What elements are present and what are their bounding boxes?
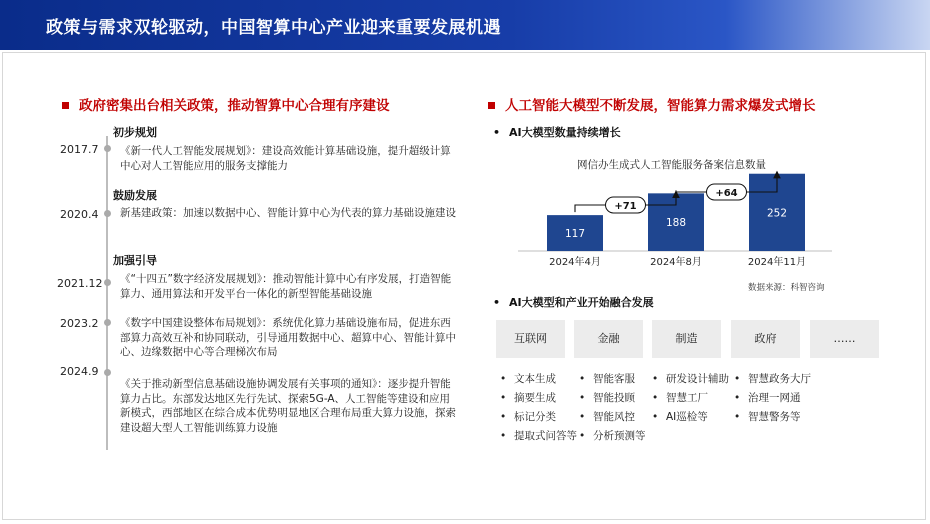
chart-title: 网信办生成式人工智能服务备案信息数量 <box>577 159 766 171</box>
category-label: 2024年11月 <box>747 257 807 268</box>
bullet-icon: • <box>734 373 741 385</box>
application-item: • 提取式问答等 <box>500 427 577 446</box>
increment-label: +64 <box>715 188 738 199</box>
category-label: 2024年4月 <box>549 257 601 268</box>
right-section-header: 人工智能大模型不断发展，智能算力需求爆发式增长 <box>488 94 816 114</box>
bullet-icon: • <box>579 373 586 385</box>
bullet-icon: • <box>734 392 741 404</box>
red-square-icon <box>488 102 495 109</box>
application-item: • 摘要生成 <box>500 389 577 408</box>
bullet-icon: • <box>493 296 501 309</box>
application-item: • 智慧工厂 <box>652 389 729 408</box>
bullet-icon: • <box>500 392 507 404</box>
bullet-icon: • <box>493 126 501 139</box>
bullet-icon: • <box>500 373 507 385</box>
timeline-dot <box>104 319 111 326</box>
timeline-text: 《新一代人工智能发展规划》：建设高效能计算基础设施，提升超级计算中心对人工智能应用的服务支撑能力 <box>120 145 451 172</box>
timeline-axis <box>106 136 108 450</box>
data-source: 数据来源：科智咨询 <box>748 283 825 293</box>
timeline-text: 《数字中国建设整体布局规划》：系统优化算力基础设施布局，促进东西部算力高效互补和协同联动，引导通用数据中心、超算中心、智能计算中心、边缘数据中心等合理梯次布局 <box>120 317 456 358</box>
phase-label: 初步规划 <box>113 126 157 139</box>
application-item: • 智能风控 <box>579 408 646 427</box>
application-item: • AI巡检等 <box>652 408 729 427</box>
bar-chart <box>510 170 840 280</box>
subheading-model-growth: • AI大模型数量持续增长 <box>493 126 621 139</box>
subheading-industry-fusion: • AI大模型和产业开始融合发展 <box>493 296 654 309</box>
bullet-icon: • <box>734 411 741 423</box>
industry-box-more: …… <box>810 320 879 358</box>
application-list-internet <box>500 370 577 446</box>
industry-box-internet: 互联网 <box>496 320 565 358</box>
application-item: • 标记分类 <box>500 408 577 427</box>
timeline-text: 《“十四五”数字经济发展规划》：推动智能计算中心有序发展，打造智能算力、通用算法和开发平台一体化的新型智能基础设施 <box>120 273 452 300</box>
timeline-year: 2017.7 <box>60 143 99 156</box>
bullet-icon: • <box>500 411 507 423</box>
increment-label: +71 <box>614 201 637 212</box>
bullet-icon: • <box>579 392 586 404</box>
application-list-government <box>734 370 811 427</box>
category-label: 2024年8月 <box>650 257 702 268</box>
timeline-text: 《关于推动新型信息基础设施协调发展有关事项的通知》：逐步提升智能算力占比。东部发达地区先行先试、探索5G-A、人工智能等建设和应用新模式，西部地区在综合成本优势明显地区合理布局重大算力设施，探索建设超大型人工智能训练算力设施 <box>120 378 456 434</box>
application-item: • 文本生成 <box>500 370 577 389</box>
timeline-dot <box>104 369 111 376</box>
application-list-manufacturing <box>652 370 729 427</box>
timeline-year: 2021.12 <box>57 277 103 290</box>
bullet-icon: • <box>652 373 659 385</box>
application-item: • 智能客服 <box>579 370 646 389</box>
industry-box-government: 政府 <box>731 320 800 358</box>
application-list-finance <box>579 370 646 446</box>
timeline-dot <box>104 279 111 286</box>
application-item: • 分析预测等 <box>579 427 646 446</box>
bullet-icon: • <box>579 430 586 442</box>
phase-label: 鼓励发展 <box>113 189 157 202</box>
timeline-dot <box>104 210 111 217</box>
left-section-header: 政府密集出台相关政策，推动智算中心合理有序建设 <box>62 94 390 114</box>
industry-box-manufacturing: 制造 <box>652 320 721 358</box>
bar-value-label: 188 <box>665 217 687 230</box>
phase-label: 加强引导 <box>113 254 157 267</box>
timeline-text: 新基建政策：加速以数据中心、智能计算中心为代表的算力基础设施建设 <box>120 207 456 219</box>
timeline-year: 2023.2 <box>60 317 99 330</box>
application-item: • 智慧政务大厅 <box>734 370 811 389</box>
application-item: • 智慧警务等 <box>734 408 811 427</box>
timeline-year: 2020.4 <box>60 208 99 221</box>
bullet-icon: • <box>579 411 586 423</box>
application-item: • 智能投顾 <box>579 389 646 408</box>
title-banner <box>0 0 930 50</box>
industry-box-finance: 金融 <box>574 320 643 358</box>
timeline-year: 2024.9 <box>60 365 99 378</box>
red-square-icon <box>62 102 69 109</box>
bar-value-label: 117 <box>564 228 586 241</box>
application-item: • 研发设计辅助 <box>652 370 729 389</box>
bullet-icon: • <box>652 411 659 423</box>
bullet-icon: • <box>500 430 507 442</box>
application-item: • 治理一网通 <box>734 389 811 408</box>
timeline-dot <box>104 145 111 152</box>
page-title: 政策与需求双轮驱动，中国智算中心产业迎来重要发展机遇 <box>46 18 501 38</box>
bullet-icon: • <box>652 392 659 404</box>
bar-value-label: 252 <box>766 207 788 220</box>
